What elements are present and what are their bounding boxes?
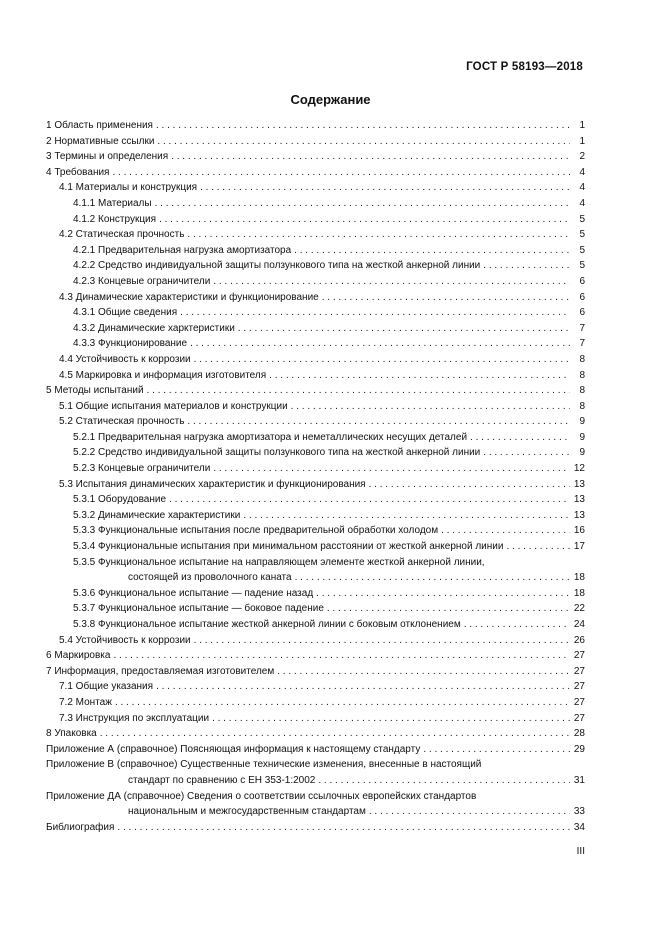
toc-entry-page: 12 [573,463,585,475]
toc-entry-page: 5 [579,260,585,272]
toc-entry[interactable] [46,586,585,602]
toc-entry-title: 5.3.1 Оборудование [73,494,167,506]
dot-leader [316,586,570,602]
toc-entry[interactable] [46,695,585,711]
dot-leader [506,539,570,555]
toc-entry-title: 5.3.7 Функциональное испытание — боковое падение [73,603,324,615]
toc-entry-title: 4.2.3 Концевые ограничители [73,275,211,287]
toc-entry-page: 13 [573,509,585,521]
toc-entry-page: 5 [579,229,585,241]
toc-entry[interactable] [46,711,585,727]
toc-entry-page: 29 [573,743,585,755]
toc-entry-title: 5.4 Устойчивость к коррозии [59,634,191,646]
dot-leader [322,290,570,306]
dot-leader [194,633,570,649]
toc-entry[interactable] [46,539,585,555]
toc-entry-title: Приложение А (справочное) Поясняющая информация к настоящему стандарту [46,743,421,755]
toc-entry[interactable] [46,633,585,649]
toc-entry[interactable] [46,664,585,680]
dot-leader [200,180,570,196]
toc-entry-page: 27 [573,712,585,724]
dot-leader [156,118,570,134]
toc-entry-title: 5.3.5 Функциональное испытание на направляющем элементе жесткой анкерной линии, [73,556,485,568]
toc-entry-page: 28 [573,728,585,740]
toc-entry-title: 4.3.1 Общие сведения [73,307,178,319]
toc-entry-title: 7.2 Монтаж [59,696,112,708]
toc-entry-title: Библиография [46,821,115,833]
toc-entry[interactable] [46,399,585,415]
toc-entry[interactable] [46,679,585,695]
toc-entry[interactable] [46,789,585,820]
toc-entry-title: 4.2.1 Предварительная нагрузка амортизатора [73,244,292,256]
dot-leader [169,492,570,508]
dot-leader [157,134,570,150]
toc-entry-page: 8 [579,385,585,397]
toc-entry-title: 4.4 Устойчивость к коррозии [59,353,191,365]
toc-entry[interactable] [46,134,585,150]
toc-entry-page: 4 [579,182,585,194]
toc-entry-title: 2 Нормативные ссылки [46,135,155,147]
dot-leader [295,570,570,586]
toc-entry-page: 27 [573,681,585,693]
toc-entry[interactable] [46,118,585,134]
toc-entry-page: 6 [579,275,585,287]
dot-leader [213,274,570,290]
toc-entry[interactable] [46,274,585,290]
toc-entry-title: 4.3.2 Динамические харктеристики [73,322,235,334]
toc-entry-page: 4 [579,166,585,178]
toc-entry[interactable] [46,492,585,508]
toc-entry-page: 2 [579,151,585,163]
toc-entry-title: 6 Маркировка [46,650,111,662]
toc-entry[interactable] [46,258,585,274]
toc-entry-page: 13 [573,478,585,490]
toc-entry-title: 5.3 Испытания динамических характеристик и функционирования [59,478,366,490]
dot-leader [369,477,570,493]
dot-leader [213,461,570,477]
toc-entry-page: 8 [579,400,585,412]
toc-entry-page: 22 [573,603,585,615]
toc-entry[interactable] [46,601,585,617]
dot-leader [470,430,570,446]
toc-entry-page: 16 [573,525,585,537]
toc-entry-page: 18 [573,572,585,584]
toc-entry[interactable] [46,196,585,212]
dot-leader [171,149,570,165]
dot-leader [159,212,570,228]
toc-entry-page: 24 [573,619,585,630]
toc-entry-title: 5.3.8 Функциональное испытание жесткой анкерной линии с боковым отклонением [73,619,461,630]
dot-leader [243,508,570,524]
toc-entry[interactable] [46,508,585,524]
toc-entry[interactable] [46,726,585,742]
toc-entry-title: 5.3.4 Функциональные испытания при минимальном расстоянии от жесткой анкерной линии [73,541,504,553]
toc-entry-page: 8 [579,369,585,381]
toc-entry-title: 5.3.3 Функциональные испытания после предварительной обработки холодом [73,525,439,537]
toc-entry[interactable] [46,305,585,321]
toc-entry[interactable] [46,243,585,259]
toc-entry-title: 4.1.2 Конструкция [73,213,157,225]
toc-entry-page: 8 [579,353,585,365]
toc-entry-page: 6 [579,291,585,303]
toc-entry[interactable] [46,165,585,181]
toc-entry-page: 5 [579,213,585,225]
page-number: III [576,846,585,857]
toc-entry[interactable] [46,290,585,306]
toc-entry-page: 17 [573,541,585,553]
toc-entry-page: 9 [579,416,585,428]
toc-entry-title: 5.3.6 Функциональное испытание — падение назад [73,587,314,599]
toc-entry-title: 1 Область применения [46,120,153,131]
toc-entry[interactable] [46,820,585,836]
toc-entry-title-continuation: стандарт по сравнению с ЕН 353-1:2002 [128,774,316,786]
toc-entry-title: 3 Термины и определения [46,151,169,163]
toc-entry-title: 5.2.1 Предварительная нагрузка амортизатора и неметаллических несущих деталей [73,431,468,443]
toc-entry[interactable] [46,321,585,337]
toc-entry[interactable] [46,461,585,477]
toc-entry-title: 5.1 Общие испытания материалов и конструкции [59,400,288,412]
toc-entry-page: 7 [579,322,585,334]
toc-entry-page: 18 [573,587,585,599]
toc-entry-title: 4.3 Динамические характеристики и функционирование [59,291,319,303]
toc-entry-page: 7 [579,338,585,350]
dot-leader [483,258,570,274]
toc-entry[interactable] [46,742,585,758]
dot-leader [464,617,570,633]
toc-entry[interactable] [46,523,585,539]
toc-entry-title: 5 Методы испытаний [46,385,144,397]
toc-entry-page: 33 [573,806,585,818]
toc-entry-title: 8 Упаковка [46,728,97,740]
dot-leader [115,695,570,711]
dot-leader [155,196,570,212]
toc-entry[interactable] [46,352,585,368]
toc-entry-title: 7.1 Общие указания [59,681,154,693]
dot-leader [190,336,570,352]
toc-entry[interactable] [46,212,585,228]
dot-leader [187,414,570,430]
toc-entry[interactable] [46,477,585,493]
toc-entry-title: 7 Информация, предоставляемая изготовителем [46,665,275,677]
dot-leader [441,523,570,539]
dot-leader [147,383,570,399]
dot-leader [269,368,570,384]
dot-leader [212,711,570,727]
toc-entry-title-continuation: состоящей из проволочного каната [128,572,292,584]
toc-entry-page: 27 [573,696,585,708]
dot-leader [194,352,570,368]
dot-leader [113,648,570,664]
dot-leader [483,445,570,461]
toc-entry-page: 9 [579,431,585,443]
toc-entry[interactable] [46,757,585,788]
toc-entry-page: 4 [579,197,585,209]
toc-entry-title: 5.3.2 Динамические характеристики [73,509,241,521]
dot-leader [100,726,570,742]
toc-entry[interactable] [46,180,585,196]
page-title: Содержание [290,92,371,107]
toc-entry-page: 1 [579,135,585,147]
toc-entry-title: 5.2 Статическая прочность [59,416,185,428]
toc-entry-title: Приложение ДА (справочное) Сведения о соответствии ссылочных европейских стандартов [46,790,477,802]
dot-leader [277,664,570,680]
toc-entry[interactable] [46,430,585,446]
dot-leader [327,601,570,617]
standard-code: ГОСТ Р 58193—2018 [466,61,583,73]
dot-leader [291,399,570,415]
toc-entry-title: 4.5 Маркировка и информация изготовителя [59,369,267,381]
toc-entry-page: 27 [573,650,585,662]
dot-leader [238,321,570,337]
toc-entry-title: 4.1.1 Материалы [73,197,152,209]
dot-leader [318,773,570,789]
toc-entry-title-continuation: национальным и межгосударственным стандартам [128,806,366,818]
toc-entry-title: 4.2.2 Средство индивидуальной защиты ползункового типа на жесткой анкерной линии [73,260,481,272]
dot-leader [156,679,570,695]
toc-entry-title: 4.2 Статическая прочность [59,229,185,241]
toc-entry-title: 5.2.2 Средство индивидуальной защиты ползункового типа на жесткой анкерной линии [73,447,481,459]
toc-entry-page: 5 [579,244,585,256]
dot-leader [180,305,570,321]
toc-entry[interactable] [46,648,585,664]
toc-entry-page: 34 [573,821,585,833]
dot-leader [294,243,570,259]
toc-entry[interactable] [46,227,585,243]
dot-leader [112,165,570,181]
toc-entry-title: 7.3 Инструкция по эксплуатации [59,712,210,724]
table-of-contents [46,118,585,835]
toc-entry-page: 27 [573,665,585,677]
toc-entry-page: 6 [579,307,585,319]
toc-entry-title: 4 Требования [46,166,110,178]
toc-entry-title: 4.3.3 Функционирование [73,338,188,350]
toc-entry-page: 1 [579,120,585,131]
toc-entry-page: 9 [579,447,585,459]
toc-entry[interactable] [46,414,585,430]
toc-entry-title: 5.2.3 Концевые ограничители [73,463,211,475]
toc-entry-title: Приложение В (справочное) Существенные технические изменения, внесенные в настоящий [46,759,482,771]
dot-leader [117,820,570,836]
toc-entry-page: 26 [573,634,585,646]
toc-entry[interactable] [46,149,585,165]
toc-entry[interactable] [46,336,585,352]
toc-entry[interactable] [46,445,585,461]
toc-entry[interactable] [46,383,585,399]
toc-entry-page: 13 [573,494,585,506]
dot-leader [369,804,570,820]
dot-leader [423,742,570,758]
dot-leader [187,227,570,243]
toc-entry[interactable] [46,368,585,384]
toc-entry[interactable] [46,555,585,586]
toc-entry-page: 31 [573,774,585,786]
toc-entry[interactable] [46,617,585,633]
toc-entry-title: 4.1 Материалы и конструкция [59,182,198,194]
